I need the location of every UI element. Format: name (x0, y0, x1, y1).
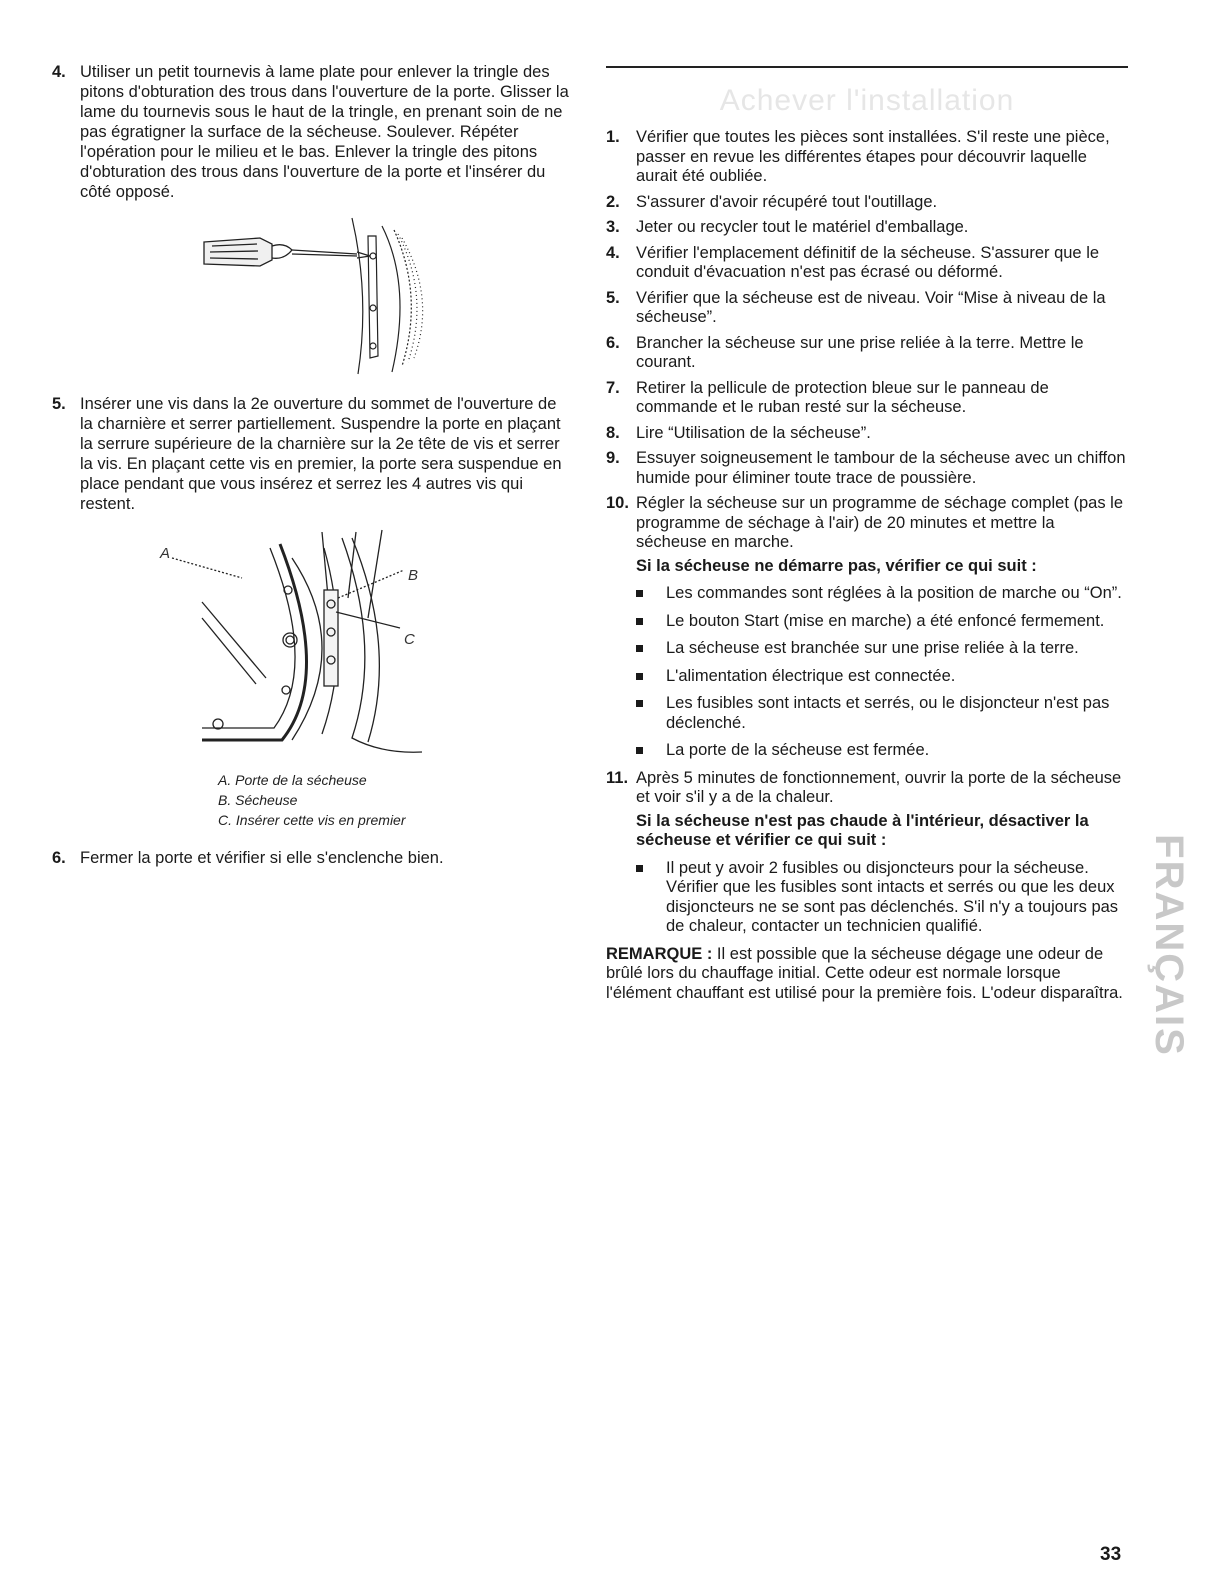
bullet-icon (636, 865, 643, 872)
caption-c: C. Insérer cette vis en premier (218, 812, 406, 828)
section-title: Achever l'installation (719, 84, 1015, 117)
step-number: 10. (606, 494, 629, 512)
bullet-icon (636, 747, 643, 754)
step-number: 9. (606, 449, 620, 467)
install-step-3 (606, 218, 1128, 238)
step-number: 11. (606, 768, 629, 787)
bullet-icon (636, 618, 643, 625)
bullet-icon (636, 645, 643, 652)
install-step-6 (606, 334, 1128, 373)
step-number: 2. (606, 192, 620, 211)
step-number: 5. (606, 288, 620, 307)
install-step-5 (606, 289, 1128, 328)
section-rule (606, 66, 1128, 68)
step-4 (52, 62, 570, 202)
list-item: Les commandes sont réglées à la position de marche ou “On”. (636, 584, 1128, 604)
step-number: 3. (606, 218, 620, 236)
step-text: Utiliser un petit tournevis à lame plate pour enlever la tringle des pitons d'obturation des trous dans l'ouverture de la porte. Glisser la lame du tournevis sous le haut de la tringle, en prenant soin de ne pas égratigner la surface de la sécheuse. Soulever. Répéter l'opération pour le milieu et le bas. Enlever la tringle des pitons d'obturation des trous dans l'ouverture de la porte et l'insérer du côté opposé. (80, 63, 569, 201)
label-b: B (408, 567, 419, 584)
caption-b: B. Sécheuse (218, 792, 298, 808)
left-column (52, 0, 570, 868)
install-steps (606, 128, 1128, 937)
language-side-tab (1138, 810, 1198, 1080)
label-a: A (160, 545, 171, 562)
step-number: 6. (52, 849, 66, 867)
side-tab-label: FRANÇAIS (1146, 833, 1191, 1057)
check-heading: Si la sécheuse ne démarre pas, vérifier ce qui suit : (636, 556, 1037, 575)
install-step-4 (606, 244, 1128, 283)
step-text: Insérer une vis dans la 2e ouverture du sommet de l'ouverture de la charnière et serrer partiellement. Suspendre la porte en plaçant la serrure supérieure de la charnière sur la 2e tête de vis et serrer la vis. En plaçant cette vis en premier, la porte sera suspendue en place pendant que vous insérez et serrez les 4 autres vis qui restent. (80, 395, 562, 513)
install-step-8 (606, 424, 1128, 444)
step-text: Après 5 minutes de fonctionnement, ouvrir la porte de la sécheuse et voir s'il y a de la chaleur. (636, 768, 1122, 806)
step-number: 4. (606, 243, 620, 262)
step-number: 6. (606, 333, 620, 352)
step-5 (52, 394, 570, 514)
step-text: Jeter ou recycler tout le matériel d'emballage. (636, 218, 969, 236)
check-list (636, 584, 1128, 761)
list-item: L'alimentation électrique est connectée. (636, 667, 1128, 687)
step-text: Essuyer soigneusement le tambour de la sécheuse avec un chiffon humide pour éliminer toute trace de poussière. (636, 449, 1126, 487)
step-number: 1. (606, 128, 620, 146)
remark-note (606, 945, 1128, 1004)
door-hinge-illustration (52, 528, 570, 758)
install-step-7 (606, 379, 1128, 418)
screwdriver-icon (204, 238, 370, 266)
step-text: Brancher la sécheuse sur une prise reliée à la terre. Mettre le courant. (636, 333, 1084, 371)
step-number: 7. (606, 378, 620, 397)
bullet-icon (636, 673, 643, 680)
list-item: La porte de la sécheuse est fermée. (636, 741, 1128, 761)
step-text: Fermer la porte et vérifier si elle s'enclenche bien. (80, 849, 444, 867)
list-item: Le bouton Start (mise en marche) a été enfoncé fermement. (636, 612, 1128, 632)
install-step-9 (606, 449, 1128, 488)
list-item: Les fusibles sont intacts et serrés, ou le disjoncteur n'est pas déclenché. (636, 694, 1128, 733)
step-number: 8. (606, 423, 620, 442)
step-text: Retirer la pellicule de protection bleue sur le panneau de commande et le ruban resté sur la sécheuse. (636, 378, 1049, 416)
heat-check-list (636, 859, 1128, 937)
bullet-icon (636, 590, 643, 597)
list-item: Il peut y avoir 2 fusibles ou disjoncteurs pour la sécheuse. Vérifier que les fusibles sont intacts et serrés ou que les deux disjoncteurs ne se sont pas déclenchés. S'il n'y a toujours pas de chaleur, contacter un technicien qualifié. (636, 859, 1128, 937)
list-item: La sécheuse est branchée sur une prise reliée à la terre. (636, 639, 1128, 659)
step-text: S'assurer d'avoir récupéré tout l'outillage. (636, 192, 938, 211)
remark-label: REMARQUE : (606, 944, 713, 963)
install-step-1 (606, 128, 1128, 187)
caption-a: A. Porte de la sécheuse (218, 772, 367, 788)
step-number: 5. (52, 395, 66, 413)
step-text: Vérifier que la sécheuse est de niveau. Voir “Mise à niveau de la sécheuse”. (636, 288, 1106, 326)
install-step-11 (606, 769, 1128, 937)
heat-check-heading: Si la sécheuse n'est pas chaude à l'intérieur, désactiver la sécheuse et vérifier ce qui suit : (636, 811, 1089, 849)
door-hinge-icon (352, 218, 423, 374)
right-column (606, 0, 1128, 1003)
step-text: Vérifier que toutes les pièces sont installées. S'il reste une pièce, passer en revue les différentes étapes pour découvrir laquelle aurait été oubliée. (636, 128, 1110, 185)
install-step-2 (606, 193, 1128, 213)
remark-text: Il est possible que la sécheuse dégage une odeur de brûlé lors du chauffage initial. Cette odeur est normale lorsque l'élément chauffant est utilisé pour la première fois. L'odeur disparaîtra. (606, 944, 1123, 1002)
step-number: 4. (52, 63, 66, 81)
step-text: Régler la sécheuse sur un programme de séchage complet (pas le programme de séchage à l'air) de 20 minutes et mettre la sécheuse en marche. (636, 494, 1124, 551)
step-text: Lire “Utilisation de la sécheuse”. (636, 423, 871, 442)
step-6 (52, 848, 570, 868)
install-step-10 (606, 494, 1128, 761)
step-text: Vérifier l'emplacement définitif de la sécheuse. S'assurer que le conduit d'évacuation n'est pas écrasé ou déformé. (636, 243, 1100, 281)
screwdriver-illustration (52, 216, 570, 376)
label-c: C (404, 631, 415, 648)
bullet-icon (636, 700, 643, 707)
figure-captions (52, 770, 570, 830)
page-number: 33 (1100, 1544, 1122, 1565)
